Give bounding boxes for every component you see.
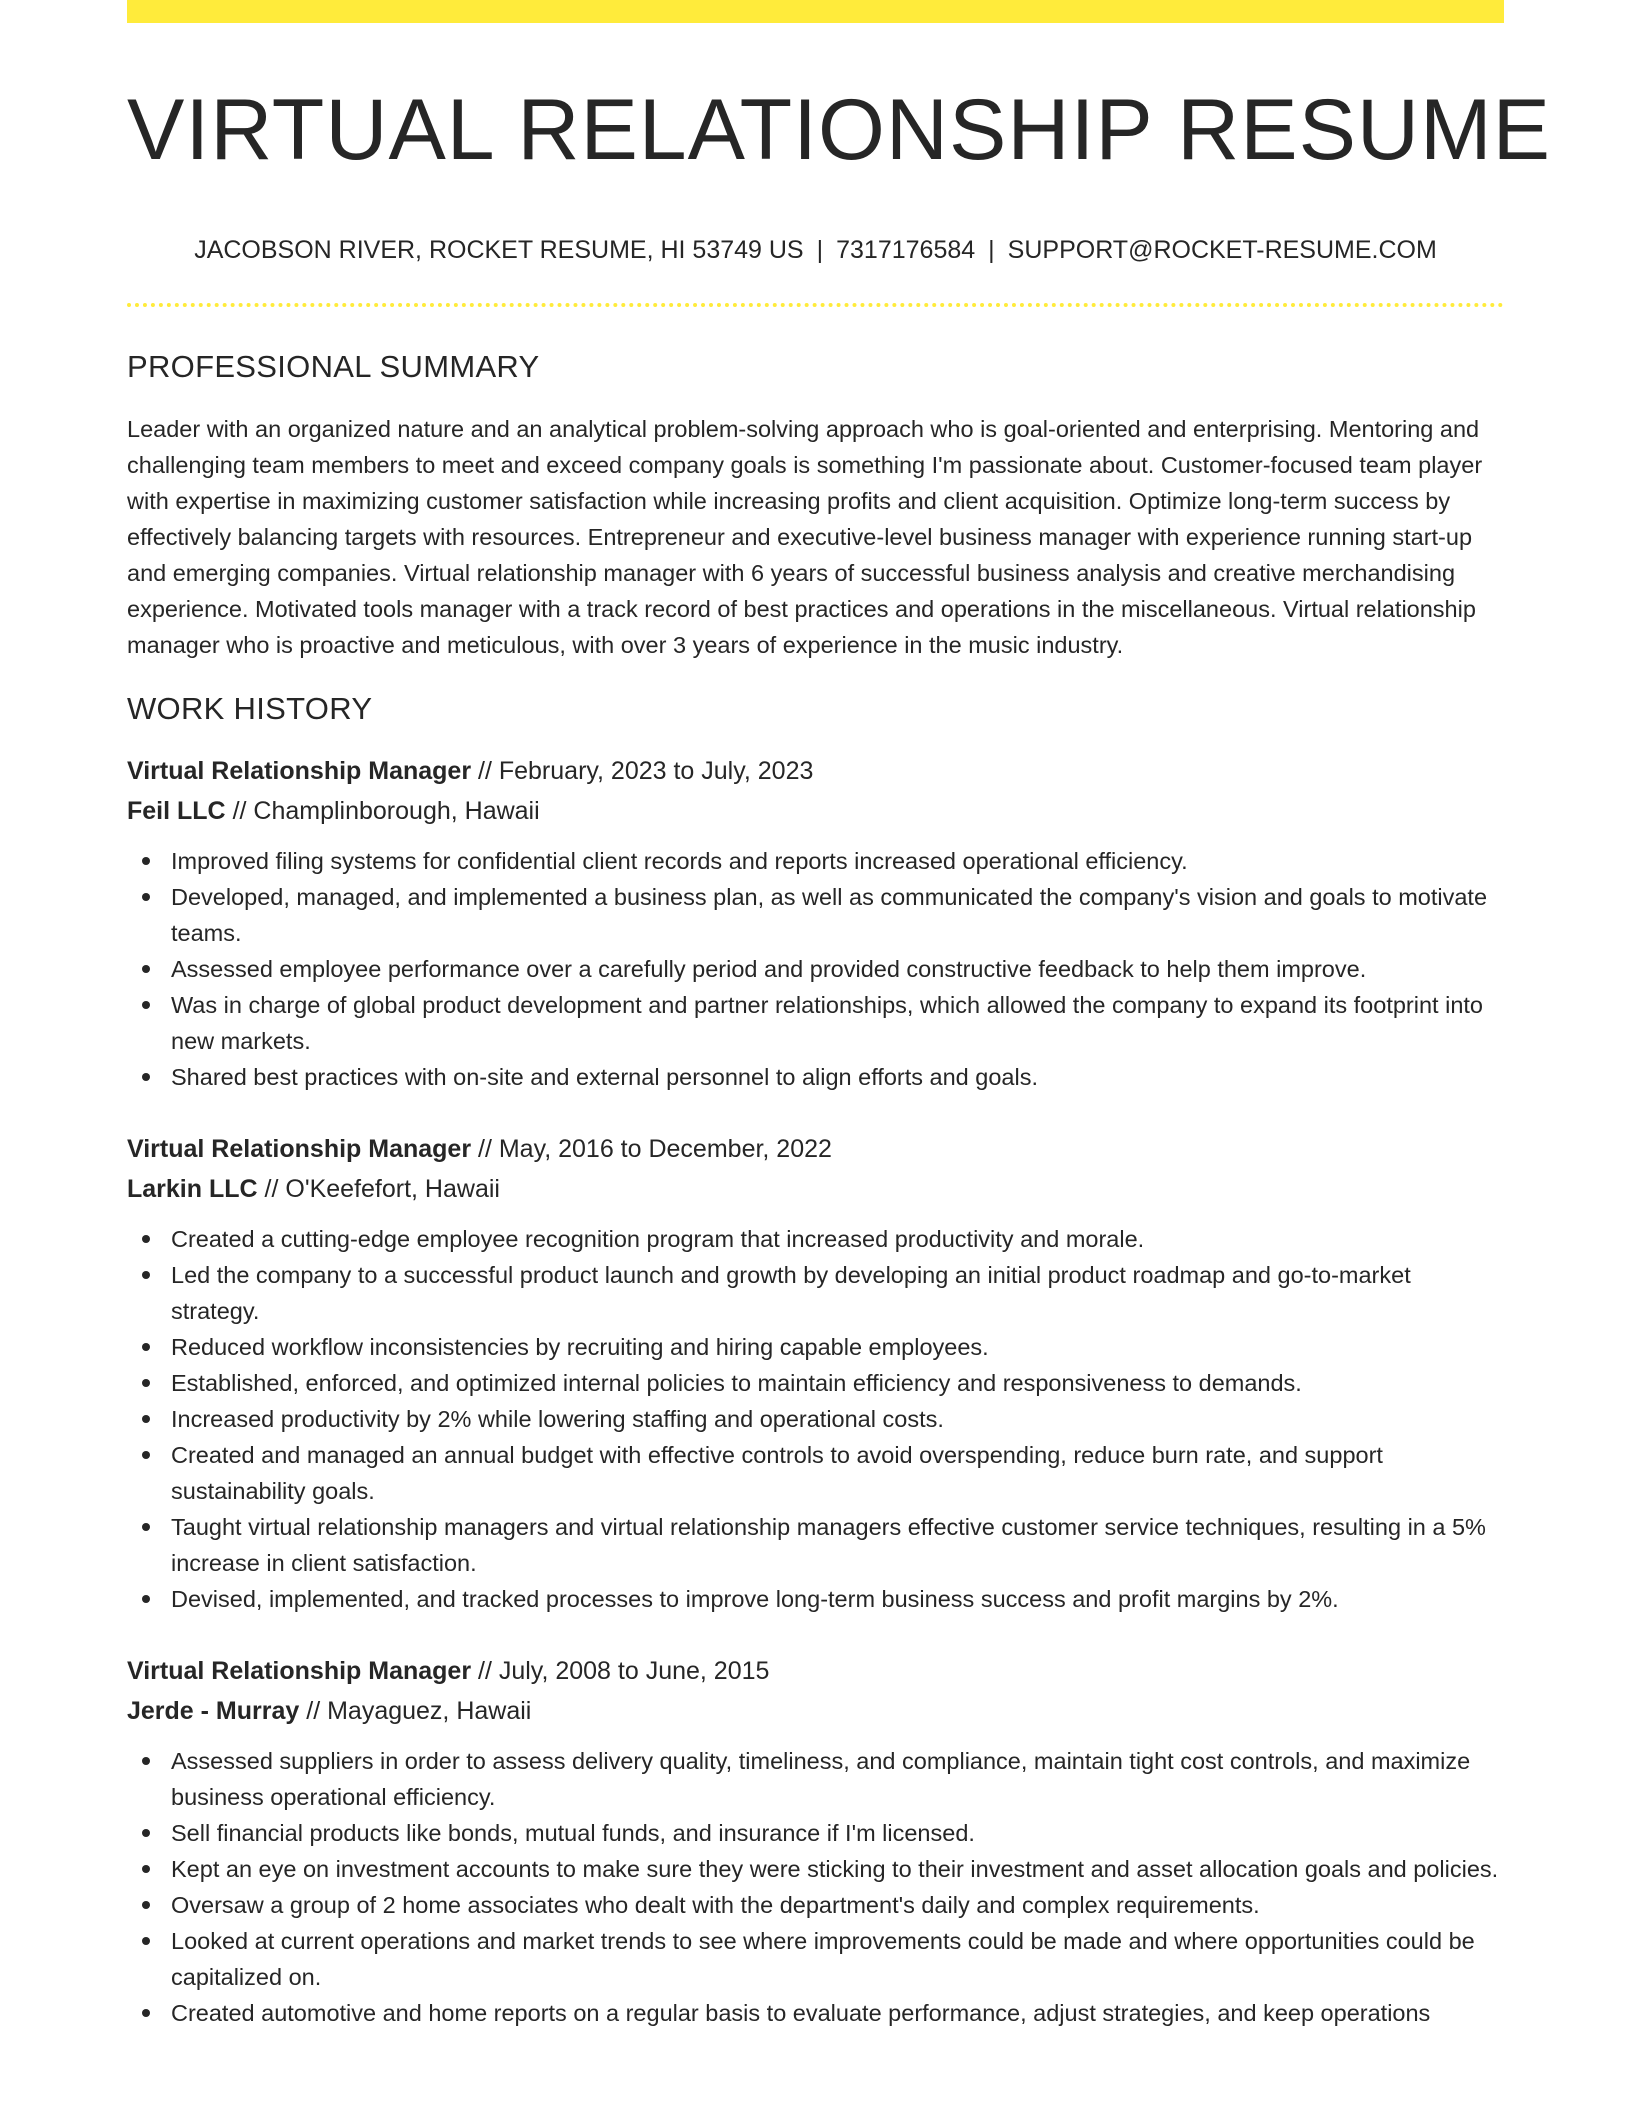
job-company-line xyxy=(127,1691,1504,1731)
contact-separator: | xyxy=(816,236,824,264)
job-bullet: Kept an eye on investment accounts to make sure they were sticking to their investment and asset allocation goals and policies. xyxy=(171,1851,1504,1887)
job-role: Virtual Relationship Manager xyxy=(127,1135,472,1163)
job-role: Virtual Relationship Manager xyxy=(127,757,472,785)
job-bullet: Looked at current operations and market trends to see where improvements could be made and where opportunities could be capitalized on. xyxy=(171,1923,1504,1995)
job-role-line xyxy=(127,1651,1504,1691)
job-bullet: Taught virtual relationship managers and virtual relationship managers effective customer service techniques, resulting in a 5% increase in client satisfaction. xyxy=(171,1509,1504,1581)
job-bullet: Established, enforced, and optimized internal policies to maintain efficiency and responsiveness to demands. xyxy=(171,1365,1504,1401)
resume-content xyxy=(127,0,1552,2031)
job-location: // O'Keefefort, Hawaii xyxy=(264,1175,500,1203)
job-role-line xyxy=(127,1129,1504,1169)
job-entry xyxy=(127,751,1504,1095)
job-entry xyxy=(127,1651,1504,2031)
job-location: // Champlinborough, Hawaii xyxy=(232,797,540,825)
job-bullet: Oversaw a group of 2 home associates who dealt with the department's daily and complex requirements. xyxy=(171,1887,1504,1923)
job-company-line xyxy=(127,1169,1504,1209)
job-bullet: Shared best practices with on-site and external personnel to align efforts and goals. xyxy=(171,1059,1504,1095)
summary-text: Leader with an organized nature and an analytical problem-solving approach who is goal-oriented and enterprising. Mentoring and challenging team members to meet and exceed company goals is something I'm passionate about. Customer-focused team player with expertise in maximizing customer satisfaction while increasing profits and client acquisition. Optimize long-term success by effectively balancing targets with resources. Entrepreneur and executive-level business manager with experience running start-up and emerging companies. Virtual relationship manager with 6 years of successful business analysis and creative merchandising experience. Motivated tools manager with a track record of best practices and operations in the miscellaneous. Virtual relationship manager who is proactive and meticulous, with over 3 years of experience in the music industry. xyxy=(127,416,1483,658)
job-bullet: Created automotive and home reports on a regular basis to evaluate performance, adjust strategies, and keep operations xyxy=(171,1995,1504,2031)
job-bullet: Developed, managed, and implemented a business plan, as well as communicated the company's vision and goals to motivate teams. xyxy=(171,879,1504,951)
contact-address: JACOBSON RIVER, ROCKET RESUME, HI 53749 US xyxy=(194,236,804,264)
job-bullet: Was in charge of global product development and partner relationships, which allowed the company to expand its footprint into new markets. xyxy=(171,987,1504,1059)
contact-line xyxy=(127,235,1504,265)
job-dates: // July, 2008 to June, 2015 xyxy=(478,1657,770,1685)
job-bullet: Reduced workflow inconsistencies by recruiting and hiring capable employees. xyxy=(171,1329,1504,1365)
job-company-line xyxy=(127,791,1504,831)
job-bullet-list xyxy=(127,1743,1504,2031)
job-bullet: Created and managed an annual budget with effective controls to avoid overspending, reduce burn rate, and support sustainability goals. xyxy=(171,1437,1504,1509)
job-dates: // May, 2016 to December, 2022 xyxy=(478,1135,832,1163)
contact-separator: | xyxy=(988,236,995,264)
job-bullet: Created a cutting-edge employee recognition program that increased productivity and morale. xyxy=(171,1221,1504,1257)
job-bullet: Led the company to a successful product launch and growth by developing an initial product roadmap and go-to-market strategy. xyxy=(171,1257,1504,1329)
job-company: Feil LLC xyxy=(127,797,226,825)
resume-title: VIRTUAL RELATIONSHIP RESUME xyxy=(127,82,1552,178)
job-entry xyxy=(127,1129,1504,1617)
job-bullet: Assessed suppliers in order to assess delivery quality, timeliness, and compliance, maintain tight cost controls, and maximize business operational efficiency. xyxy=(171,1743,1504,1815)
contact-email[interactable]: SUPPORT@ROCKET-RESUME.COM xyxy=(1007,236,1437,264)
job-company: Larkin LLC xyxy=(127,1175,258,1203)
summary-heading: PROFESSIONAL SUMMARY xyxy=(127,349,540,384)
job-bullet: Devised, implemented, and tracked processes to improve long-term business success and profit margins by 2%. xyxy=(171,1581,1504,1617)
job-bullet: Assessed employee performance over a carefully period and provided constructive feedback to help them improve. xyxy=(171,951,1504,987)
job-bullet: Sell financial products like bonds, mutual funds, and insurance if I'm licensed. xyxy=(171,1815,1504,1851)
job-role: Virtual Relationship Manager xyxy=(127,1657,472,1685)
job-bullet-list xyxy=(127,843,1504,1095)
work-history-heading: WORK HISTORY xyxy=(127,691,373,726)
job-location: // Mayaguez, Hawaii xyxy=(306,1697,532,1725)
job-bullet-list xyxy=(127,1221,1504,1617)
job-company: Jerde - Murray xyxy=(127,1697,300,1725)
dotted-divider xyxy=(127,303,1504,307)
job-role-line xyxy=(127,751,1504,791)
job-dates: // February, 2023 to July, 2023 xyxy=(478,757,814,785)
job-bullet: Increased productivity by 2% while lowering staffing and operational costs. xyxy=(171,1401,1504,1437)
contact-phone: 7317176584 xyxy=(836,236,976,264)
job-bullet: Improved filing systems for confidential client records and reports increased operational efficiency. xyxy=(171,843,1504,879)
